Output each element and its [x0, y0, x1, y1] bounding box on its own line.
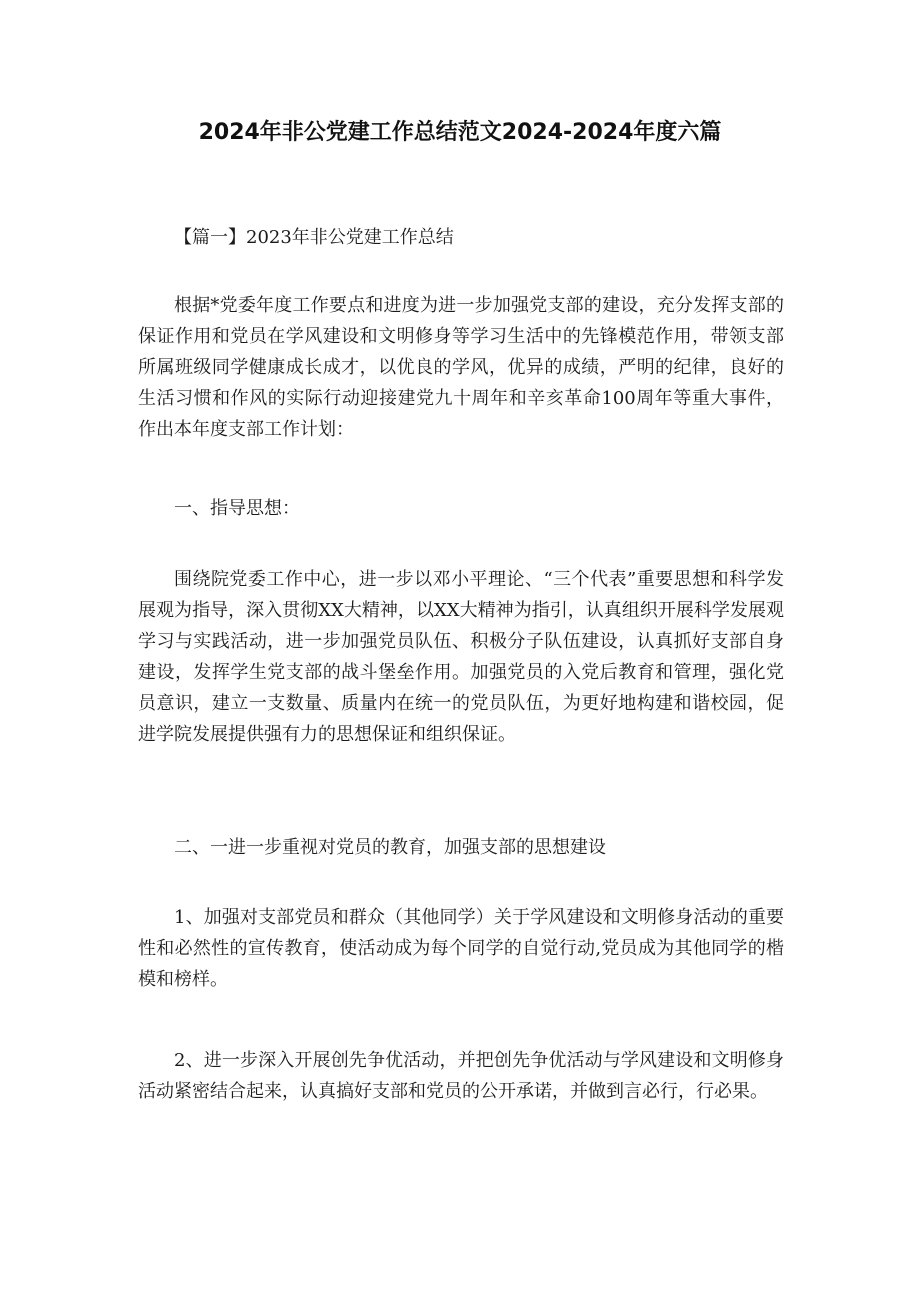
paragraph-guiding-thought: 围绕院党委工作中心，进一步以邓小平理论、“三个代表”重要思想和科学发展观为指导，深入贯彻XX大精神，以XX大精神为指引，认真组织开展科学发展观学习与实践活动，进一步加强党员队伍、积极分子队伍建设，认真抓好支部自身建设，发挥学生党支部的战斗堡垒作用。加强党员的入党后教育和管理，强化党员意识，建立一支数量、质量内在统一的党员队伍，为更好地构建和谐校园，促进学院发展提供强有力的思想保证和组织保证。: [138, 569, 784, 745]
paragraph-intro: 根据*党委年度工作要点和进度为进一步加强党支部的建设，充分发挥支部的保证作用和党员在学风建设和文明修身等学习生活中的先锋模范作用，带领支部所属班级同学健康成长成才，以优良的学风，优异的成绩，严明的纪律，良好的生活习惯和作风的实际行动迎接建党九十周年和辛亥革命100周年等重大事件，作出本年度支部工作计划：: [138, 295, 784, 440]
section-heading: 【篇一】2023年非公党建工作总结: [174, 227, 454, 248]
paragraph-item-2: 2、进一步深入开展创先争优活动，并把创先争优活动与学风建设和文明修身活动紧密结合起来，认真搞好支部和党员的公开承诺，并做到言必行，行必果。: [138, 1050, 784, 1102]
document-title: 2024年非公党建工作总结范文2024-2024年度六篇: [198, 120, 722, 145]
heading-party-education: 二、一进一步重视对党员的教育，加强支部的思想建设: [174, 837, 606, 858]
paragraph-item-1: 1、加强对支部党员和群众（其他同学）关于学风建设和文明修身活动的重要性和必然性的宣传教育，使活动成为每个同学的自觉行动,党员成为其他同学的楷模和榜样。: [138, 907, 784, 990]
heading-guiding-thought: 一、指导思想：: [174, 498, 300, 519]
